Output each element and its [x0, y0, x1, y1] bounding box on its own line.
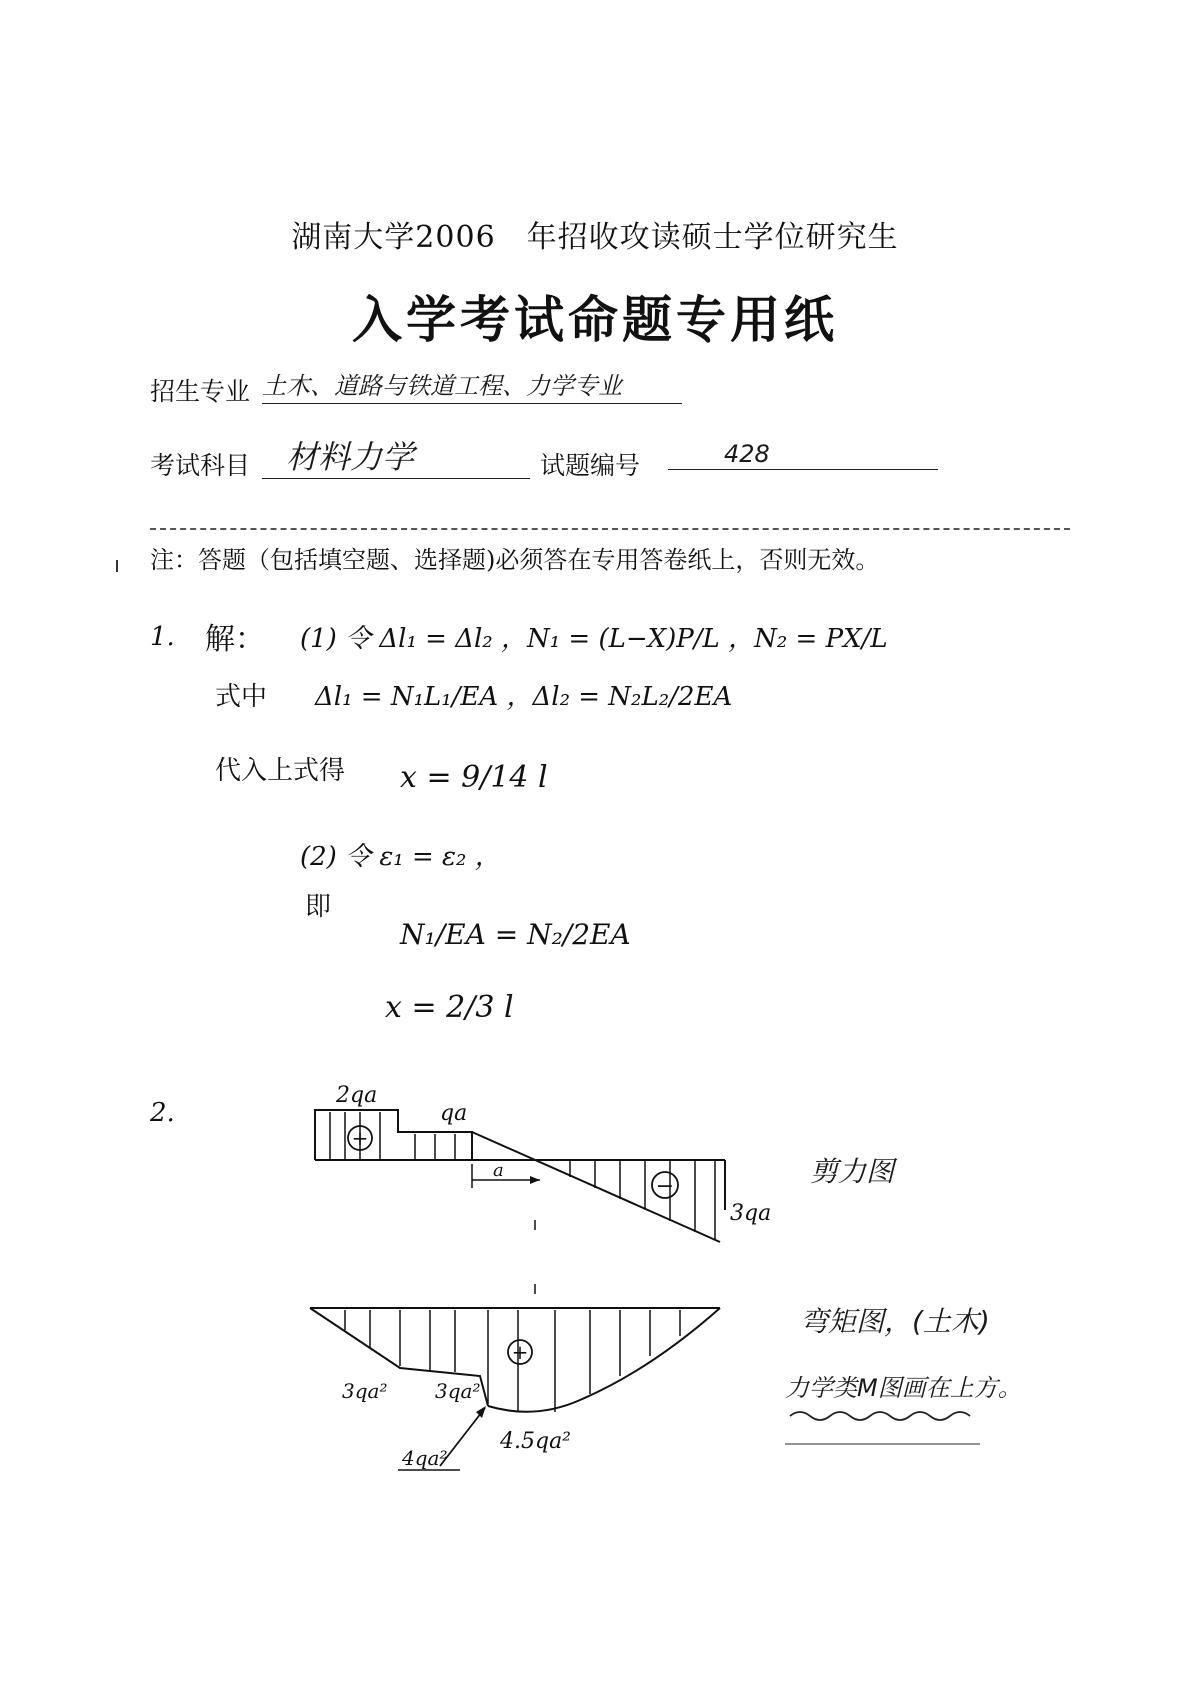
margin-mark — [116, 560, 118, 572]
problem1-intro: 解： — [205, 622, 265, 657]
moment-label-45qa2: 4.5qa² — [500, 1429, 572, 1454]
problem1-where-eq: Δl₁ = N₁L₁/EA ，Δl₂ = N₂L₂/2EA — [315, 682, 733, 712]
problem1-part2: (2) 令 ε₁ = ε₂ ， — [300, 842, 501, 872]
problem1-result2: x = 2/3 l — [385, 990, 514, 1025]
shear-caption: 剪力图 — [810, 1155, 895, 1188]
moment-note: 力学类M图画在上方。 — [785, 1374, 1022, 1402]
major-value: 土木、道路与铁道工程、力学专业 — [262, 366, 682, 404]
code-label: 试题编号 — [540, 451, 641, 480]
shear-slope-line — [472, 1132, 720, 1242]
shear-force-diagram — [300, 1080, 800, 1250]
notice-text: 注：答题（包括填空题、选择题)必须答在专用答卷纸上，否则无效。 — [150, 546, 880, 574]
code-value: 428 — [668, 440, 938, 470]
shear-label-2qa: 2qa — [336, 1083, 378, 1108]
subject-value: 材料力学 — [262, 432, 530, 479]
problem2-number: 2. — [150, 1098, 175, 1128]
moment-label-3qa2-right: 3qa² — [435, 1379, 481, 1403]
header-line-1: 湖南大学2006 年招收攻读硕士学位研究生 — [291, 220, 899, 255]
problem1-number: 1. — [150, 622, 175, 652]
note-underline — [785, 1404, 985, 1454]
shear-label-3qa: 3qa — [730, 1201, 772, 1226]
problem1-ie-label: 即 — [305, 892, 332, 922]
shear-minus-sign: − — [655, 1174, 675, 1199]
subject-label: 考试科目 — [150, 451, 251, 480]
problem1-eq2: N₁/EA = N₂/2EA — [400, 918, 631, 951]
problem1-where-label: 式中 — [215, 682, 268, 712]
shear-label-a: a — [493, 1160, 504, 1181]
shear-hatch-negative — [570, 1160, 715, 1240]
header-title: 入学考试命题专用纸 — [352, 290, 838, 349]
moment-label-4qa2: 4qa² — [402, 1446, 448, 1470]
bending-moment-diagram — [290, 1280, 760, 1480]
moment-label-3qa2-left: 3qa² — [342, 1379, 388, 1403]
problem1-result1: x = 9/14 l — [400, 760, 548, 795]
shear-label-qa: qa — [440, 1101, 468, 1126]
problem1-sub-label: 代入上式得 — [215, 756, 346, 786]
major-label: 招生专业 — [150, 377, 251, 406]
shear-plus-sign: + — [351, 1126, 369, 1150]
moment-plus-sign: + — [511, 1340, 529, 1364]
dashed-divider — [150, 528, 1070, 530]
moment-caption: 弯矩图，(土木) — [800, 1305, 990, 1338]
problem1-part1: (1) 令 Δl₁ = Δl₂ ，N₁ = (L−X)P/L ，N₂ = PX/L — [300, 624, 888, 654]
